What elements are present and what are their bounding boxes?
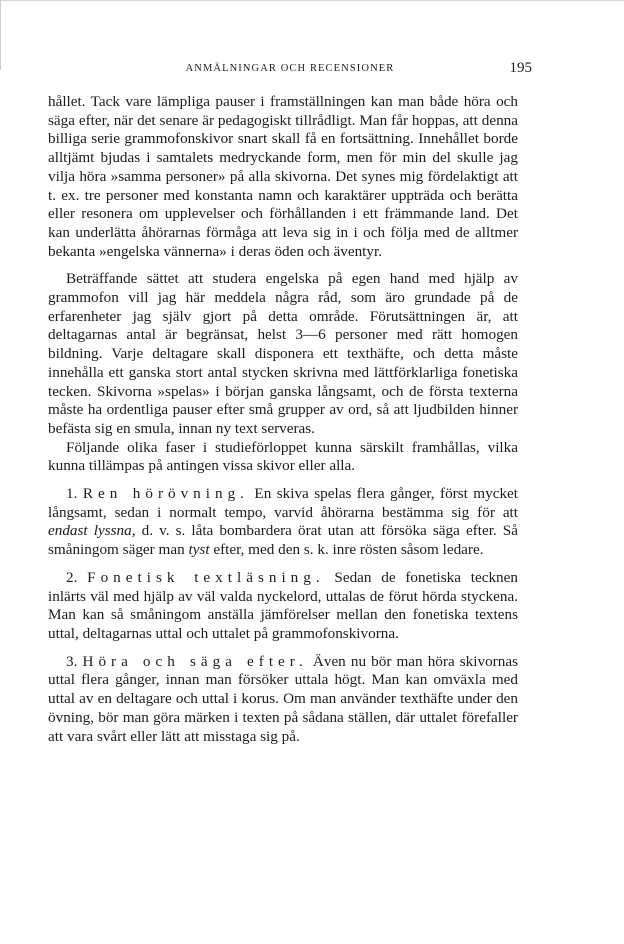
paragraph-continuation: hållet. Tack vare lämpliga pauser i framställningen kan man både höra och säga efter, när det senare är pedagogiskt tillrådligt. Man får hoppas, att denna billiga serie grammofonskivor snart skall få en fortsättning. Innehållet borde alltjämt bjudas i samtalets medryckande form, men för min del skulle jag vilja höra »samma personer» på alla skivorna. Det synes mig fördelaktigt att t. ex. tre personer med konstanta namn och karaktärer uppträda och berätta eller resonera om upplevelser och förhållanden i ett främmande land. Det kan underlätta åhörarnas förmåga att leva sig in i och följa med de alltmer bekanta »engelska vännerna» i deras öden och äventyr.: [48, 93, 518, 260]
item-text: En skiva spelas flera gånger, först mycket långsamt, sedan i normalt tempo, varvid åhörarna bestämma sig för att: [48, 485, 518, 521]
item-text: Sedan de fonetiska tecknen inlärts väl med hjälp av väl valda nyckelord, uttalas de förut hörda styckena. Man kan så småningom anställa jämförelser mellan den fonetiska textens uttal, deltagarnas uttal och uttalet på grammofonskivorna.: [48, 568, 518, 642]
item-text: Även nu bör man höra skivornas uttal flera gånger, innan man försöker uttala högt. Man kan omväxla med uttal av en deltagare och uttal i korus. Om man använder texthäfte under den övning, bör man göra märken i texten på sådana ställen, där uttalet förefaller att vara svårt eller lätt att misstaga sig på.: [48, 652, 518, 745]
list-item-phase-3: [48, 653, 518, 747]
paragraph-phases-intro: Följande olika faser i studieförloppet kunna särskilt framhållas, vilka kunna tillämpas på antingen vissa skivor eller alla.: [48, 438, 518, 475]
item-text: efter, med den s. k. inre rösten såsom ledare.: [209, 541, 484, 559]
item-number: 1.: [66, 485, 78, 503]
item-emphasis: tyst: [188, 541, 210, 559]
page-header: [48, 60, 532, 81]
item-text: d. v. s. låta bombardera örat utan att försöka säga efter. Så småningom säger man: [48, 522, 518, 559]
page-body: [48, 93, 518, 746]
item-number: 3.: [66, 652, 78, 670]
item-title: Ren hörövning.: [82, 485, 249, 503]
item-number: 2.: [66, 568, 78, 586]
scan-top-edge: [0, 0, 624, 1]
scan-left-edge: [0, 0, 1, 70]
running-head: ANMÄLNINGAR OCH RECENSIONER: [185, 63, 395, 74]
item-title: Höra och säga efter.: [82, 652, 308, 670]
item-title: Fonetisk textläsning.: [87, 568, 325, 586]
list-item-phase-1: [48, 485, 518, 560]
list-item-phase-2: [48, 569, 518, 644]
item-emphasis: endast lyssna,: [48, 522, 136, 540]
paragraph-advice: Beträffande sättet att studera engelska på egen hand med hjälp av grammofon vill jag här meddela några råd, som äro grundade på de erfarenheter jag själv gjort på detta område. Förutsättningen är, att deltagarnas antal är begränsat, helst 3—6 personer med rätt homogen bildning. Varje deltagare skall disponera ett texthäfte, och detta måste innehålla ett ganska stort antal stycken skrivna med lättförklarliga fonetiska tecken. Skivorna »spelas» i början ganska långsamt, och de första texterna måste ha ordentliga pauser efter små grupper av ord, så att ljudbilden hinner befästa sig en smula, innan ny text serveras.: [48, 270, 518, 437]
page-number: 195: [509, 60, 532, 76]
